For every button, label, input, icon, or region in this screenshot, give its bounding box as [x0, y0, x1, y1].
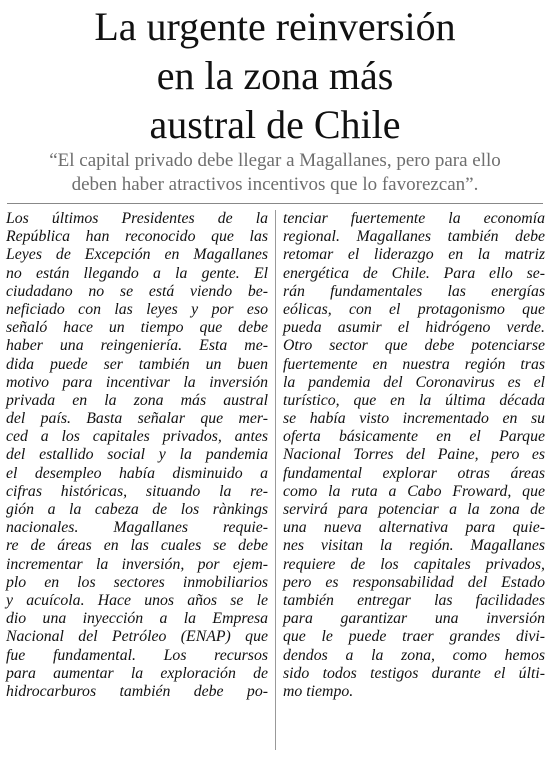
- article-line: plo en los sectores inmobiliarios: [6, 573, 268, 591]
- article-line: rán fundamentales las energías: [283, 282, 545, 300]
- article-line: servirá para potenciar a la zona de: [283, 501, 545, 518]
- article-line: una nueva alternativa para quie-: [283, 519, 545, 537]
- article-line: mo tiempo.: [283, 682, 354, 700]
- article-line: nes visitan la región. Magallanes: [283, 537, 545, 555]
- article-line: pero es responsabilidad del Estado: [283, 573, 545, 591]
- article-column-right: [283, 210, 545, 701]
- article-line: dendos a la zona, como hemos: [283, 646, 545, 664]
- column-divider: [275, 210, 276, 750]
- article-line: privada en la zona más austral: [6, 391, 268, 409]
- headline-line: austral de Chile: [149, 102, 401, 147]
- article-line: retomar el liderazgo en la matriz: [283, 246, 545, 264]
- separator-rule: [7, 203, 543, 204]
- article-line: y acuícola. Hace unos años se le: [6, 591, 268, 609]
- article-line: se había visto incrementado en su: [283, 410, 545, 428]
- article-line: hidrocarburos también debe po-: [6, 682, 268, 700]
- article-line: para garantizar una inversión: [283, 610, 545, 628]
- article-line: regional. Magallanes también debe: [283, 228, 545, 246]
- article-line: oferta básicamente en el Parque: [283, 428, 545, 446]
- article-line: gión a la cabeza de los rànkings: [6, 501, 268, 518]
- article-line: incrementar la inversión, por ejem-: [6, 555, 268, 573]
- article-line: fuertemente en nuestra región tras: [283, 355, 545, 373]
- article-line: la pandemia del Coronavirus es el: [283, 373, 545, 391]
- article-line: tenciar fuertemente la economía: [283, 210, 545, 227]
- article-line: cifras históricas, situando la re-: [6, 482, 268, 500]
- article-line: requiere de los capitales privados,: [283, 555, 545, 573]
- headline: [0, 2, 550, 149]
- article-line: Nacional Torres del Paine, pero es: [283, 446, 545, 464]
- article-line: Nacional del Petróleo (ENAP) que: [6, 628, 268, 646]
- article-line: como la ruta a Cabo Froward, que: [283, 482, 545, 500]
- article-line: que le puede traer grandes divi-: [283, 628, 545, 646]
- article-line: fundamental explorar otras áreas: [283, 464, 545, 482]
- article-line: energética de Chile. Para ello se-: [283, 264, 545, 282]
- article-line: República han reconocido que las: [6, 228, 268, 246]
- article-line: turístico, que en la última década: [283, 391, 545, 409]
- article-line: Leyes de Excepción en Magallanes: [6, 246, 268, 264]
- article-line: para aumentar la exploración de: [6, 664, 268, 682]
- article-column-left: [6, 210, 268, 701]
- subheadline-line: “El capital privado debe llegar a Magallanes, pero para ello: [49, 150, 501, 171]
- article-line: Los últimos Presidentes de la: [6, 210, 268, 227]
- headline-line: La urgente reinversión: [94, 4, 456, 49]
- article-line: no están llegando a la gente. El: [6, 264, 268, 282]
- article-line: sido todos testigos durante el últi-: [283, 664, 545, 682]
- article-line: Otro sector que debe potenciarse: [283, 337, 545, 355]
- headline-line: en la zona más: [156, 53, 394, 98]
- article-line: pueda asumir el hidrógeno verde.: [283, 319, 545, 337]
- article-line: el desempleo había disminuido a: [6, 464, 268, 482]
- article-line: ciudadano no se está viendo be-: [6, 282, 268, 300]
- article-line: también entregar las facilidades: [283, 591, 545, 609]
- article-line: re de áreas en las cuales se debe: [6, 537, 268, 555]
- article-line: fue fundamental. Los recursos: [6, 646, 268, 664]
- article-line: del estallido social y la pandemia: [6, 446, 268, 464]
- article-line: señaló hace un tiempo que debe: [6, 319, 268, 337]
- article-line: neficiado con las leyes y por eso: [6, 300, 268, 318]
- article-line: del país. Basta señalar que mer-: [6, 410, 268, 428]
- article-line: ced a los capitales privados, antes: [6, 428, 268, 446]
- subheadline-line: deben haber atractivos incentivos que lo favorezcan”.: [71, 174, 479, 195]
- article-line: motivo para incentivar la inversión: [6, 373, 268, 391]
- article-line: nacionales. Magallanes requie-: [6, 519, 268, 537]
- article-line: dio una inyección a la Empresa: [6, 610, 268, 628]
- article-line: eólicas, con el protagonismo que: [283, 300, 545, 318]
- article-line: dida puede ser también un buen: [6, 355, 268, 373]
- subheadline-quote: [0, 149, 550, 197]
- article-line: haber una reingeniería. Esta me-: [6, 337, 268, 355]
